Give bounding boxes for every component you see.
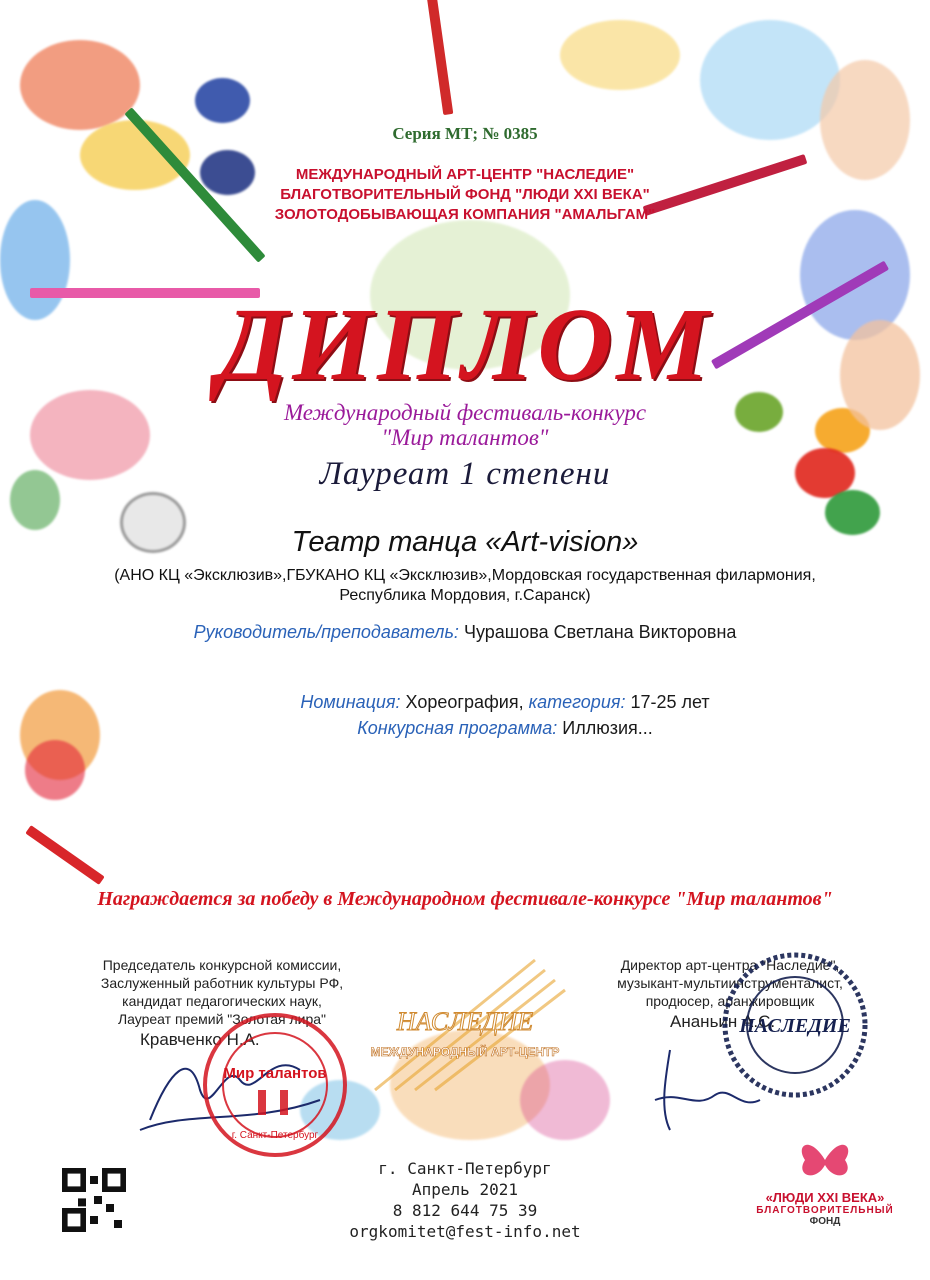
chair-title-line: кандидат педагогических наук, <box>122 993 322 1009</box>
paint-splash-decoration <box>820 60 910 180</box>
center-logo-title: НАСЛЕДИЕ <box>396 1007 534 1036</box>
pencil-decoration <box>427 0 454 115</box>
red-festival-stamp <box>200 1010 350 1160</box>
blue-center-stamp <box>720 950 870 1100</box>
contact-date: Апрель 2021 <box>412 1180 518 1199</box>
program-value: Иллюзия... <box>562 718 653 738</box>
organizations-line: (АНО КЦ «Эксклюзив»,ГБУКАНО КЦ «Эксклюзив»,Мордовская государственная филармония, <box>114 567 816 584</box>
region-line: Республика Мордовия, г.Саранск) <box>339 587 591 604</box>
nomination-label: Номинация: <box>300 692 401 712</box>
paint-splash-decoration <box>20 40 140 130</box>
paint-splash-decoration <box>700 20 840 140</box>
people-logo-subtitle: БЛАГОТВОРИТЕЛЬНЫЙ <box>756 1205 894 1216</box>
chair-title-line: Лауреат премий "Золотая лира" <box>117 1011 327 1027</box>
program-label: Конкурсная программа: <box>357 718 558 738</box>
festival-type: Международный фестиваль-конкурс <box>283 400 647 425</box>
qr-code <box>62 1168 126 1232</box>
category-value: 17-25 лет <box>630 692 710 712</box>
contact-city: г. Санкт-Петербург <box>378 1159 552 1178</box>
red-stamp-text: Мир талантов <box>223 1065 327 1082</box>
nomination-line <box>80 692 930 713</box>
people-xxi-logo <box>745 1135 905 1255</box>
contact-email: orgkomitet@fest-info.net <box>349 1222 581 1241</box>
participant-name: Театр танца «Art-vision» <box>291 526 639 558</box>
director-title-line: Директор арт-центра "Наследие", <box>620 957 840 973</box>
paint-splash-decoration <box>25 740 85 800</box>
butterfly-icon <box>795 1135 855 1185</box>
chair-title-line: Председатель конкурсной комиссии, <box>102 957 342 973</box>
contacts-block <box>300 1158 630 1242</box>
contact-phone: 8 812 644 75 39 <box>392 1201 538 1220</box>
paint-jar-blue <box>195 78 250 123</box>
director-title-line: продюсер, аранжировщик <box>645 993 815 1009</box>
art-center-logo <box>335 950 595 1110</box>
red-stamp-city: г. Санкт-Петербург <box>231 1130 319 1141</box>
diploma-title: ДИПЛОМ <box>217 287 713 402</box>
paint-splash-decoration <box>560 20 680 90</box>
award-degree: Лауреат 1 степени <box>319 456 611 492</box>
leader-label: Руководитель/преподаватель: <box>193 622 459 642</box>
center-logo-subtitle: МЕЖДУНАРОДНЫЙ АРТ-ЦЕНТР <box>370 1045 560 1059</box>
organizer-line: БЛАГОТВОРИТЕЛЬНЫЙ ФОНД "ЛЮДИ XXI ВЕКА" <box>280 186 650 203</box>
blue-stamp-text: НАСЛЕДИЕ <box>739 1015 851 1037</box>
series-number: Серия МТ; № 0385 <box>392 124 538 143</box>
director-name: Ананьин А.С. <box>670 1012 776 1031</box>
leader-line <box>0 622 930 643</box>
category-label: категория: <box>528 692 626 712</box>
nomination-value: Хореография, <box>405 692 524 712</box>
awarded-statement: Награждается за победу в Международном фестивале-конкурсе "Мир талантов" <box>97 888 833 910</box>
festival-name: "Мир талантов" <box>381 425 549 450</box>
chair-title-line: Заслуженный работник культуры РФ, <box>100 975 344 991</box>
organizer-line: МЕЖДУНАРОДНЫЙ АРТ-ЦЕНТР "НАСЛЕДИЕ" <box>295 166 635 183</box>
organizer-line: ЗОЛОТОДОБЫВАЮЩАЯ КОМПАНИЯ "АМАЛЬГАМ" <box>274 206 656 223</box>
chair-name: Кравченко Н.А. <box>140 1030 260 1049</box>
pencil-decoration <box>25 825 104 885</box>
people-logo-fund: ФОНД <box>809 1216 841 1227</box>
leader-name: Чурашова Светлана Викторовна <box>463 622 737 642</box>
people-logo-title: «ЛЮДИ XXI ВЕКА» <box>765 1190 885 1205</box>
director-title-line: музыкант-мультиинструменталист, <box>617 975 843 991</box>
program-line <box>80 718 930 739</box>
participant-organizations <box>0 566 930 606</box>
